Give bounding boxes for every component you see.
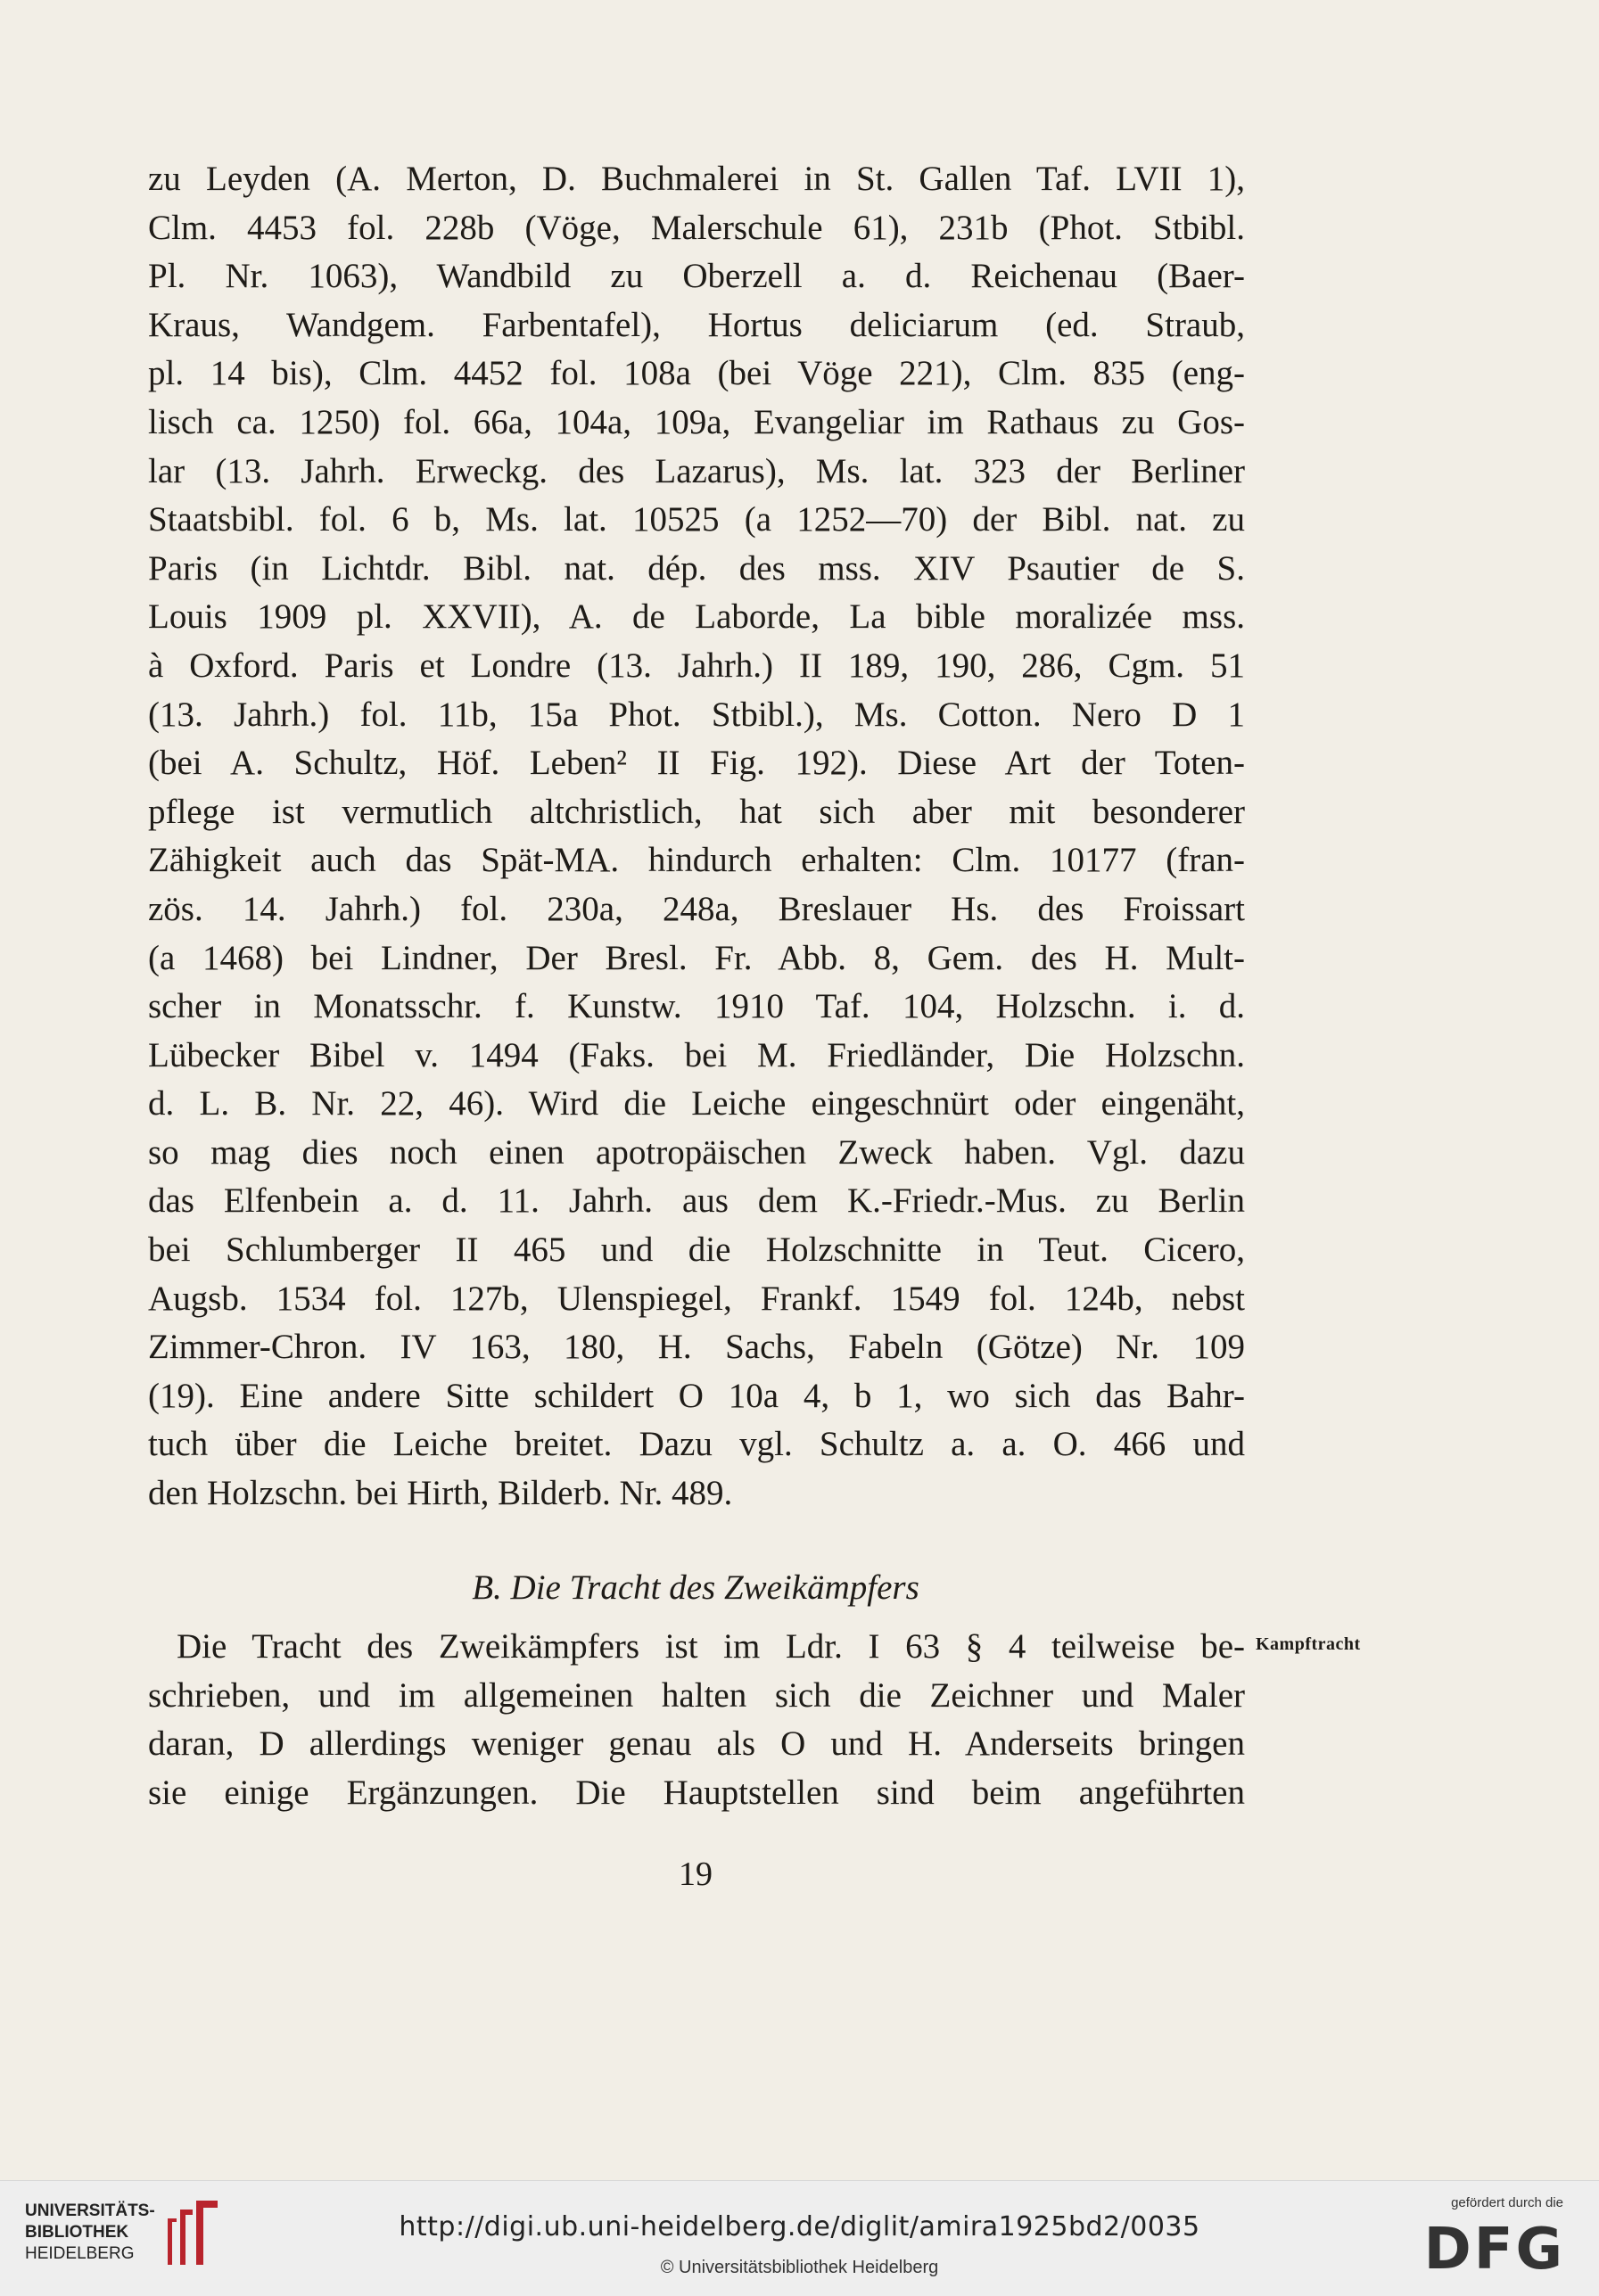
text-line: den Holzschn. bei Hirth, Bilderb. Nr. 489. — [148, 1474, 733, 1513]
text-line: zös. 14. Jahrh.) fol. 230a, 248a, Breslauer Hs. des Froissart — [148, 889, 1245, 928]
text-line: Zimmer-Chron. IV 163, 180, H. Sachs, Fabeln (Götze) Nr. 109 — [148, 1328, 1245, 1367]
text-line: schrieben, und im allgemeinen halten sich die Zeichner und Maler — [148, 1675, 1245, 1715]
text-line: Zähigkeit auch das Spät-MA. hindurch erhalten: Clm. 10177 (fran- — [148, 841, 1245, 880]
text-line: pl. 14 bis), Clm. 4452 fol. 108a (bei Vöge 221), Clm. 835 (eng- — [148, 354, 1245, 393]
text-line: lar (13. Jahrh. Erweckg. des Lazarus), Ms. lat. 323 der Berliner — [148, 451, 1245, 490]
library-name-line: HEIDELBERG — [25, 2244, 135, 2263]
library-name-line: UNIVERSITÄTS- — [25, 2201, 155, 2220]
text-line: Augsb. 1534 fol. 127b, Ulenspiegel, Frankf. 1549 fol. 124b, nebst — [148, 1279, 1245, 1318]
text-line: lisch ca. 1250) fol. 66a, 104a, 109a, Evangeliar im Rathaus zu Gos- — [148, 402, 1245, 441]
page-number: 19 — [679, 1856, 713, 1893]
text-line: das Elfenbein a. d. 11. Jahrh. aus dem K.-Friedr.-Mus. zu Berlin — [148, 1181, 1245, 1221]
text-line: tuch über die Leiche breitet. Dazu vgl. Schultz a. a. O. 466 und — [148, 1425, 1245, 1464]
section-heading: B. Die Tracht des Zweikämpfers — [472, 1568, 919, 1607]
text-line: Staatsbibl. fol. 6 b, Ms. lat. 10525 (a 1252—70) der Bibl. nat. zu — [148, 500, 1245, 539]
text-line: (19). Eine andere Sitte schildert O 10a 4, b 1, wo sich das Bahr- — [148, 1376, 1245, 1415]
funding-note: gefördert durch die — [1451, 2195, 1563, 2210]
text-line: Die Tracht des Zweikämpfers ist im Ldr. I 63 § 4 teilweise be- — [177, 1627, 1245, 1666]
text-line: pflege ist vermutlich altchristlich, hat sich aber mit besonderer — [148, 792, 1245, 831]
text-line: Lübecker Bibel v. 1494 (Faks. bei M. Friedländer, Die Holzschn. — [148, 1035, 1245, 1074]
permalink-url[interactable]: http://digi.ub.uni-heidelberg.de/diglit/amira1925bd2/0035 — [399, 2211, 1200, 2243]
margin-note: Kampftracht — [1256, 1634, 1361, 1654]
text-line: Clm. 4453 fol. 228b (Vöge, Malerschule 61), 231b (Phot. Stbibl. — [148, 208, 1245, 247]
copyright-notice: © Universitätsbibliothek Heidelberg — [660, 2258, 939, 2277]
text-line: (a 1468) bei Lindner, Der Bresl. Fr. Abb. 8, Gem. des H. Mult- — [148, 938, 1245, 977]
text-line: Kraus, Wandgem. Farbentafel), Hortus deliciarum (ed. Straub, — [148, 305, 1245, 344]
viewer-footer — [0, 2180, 1599, 2296]
dfg-logo[interactable]: DFG — [1423, 2217, 1565, 2283]
text-line: bei Schlumberger II 465 und die Holzschnitte in Teut. Cicero, — [148, 1230, 1245, 1270]
section-text — [148, 1623, 1245, 1817]
text-line: Paris (in Lichtdr. Bibl. nat. dép. des mss. XIV Psautier de S. — [148, 548, 1245, 588]
text-line: daran, D allerdings weniger genau als O und H. Anderseits bringen — [148, 1724, 1245, 1764]
text-line: (13. Jahrh.) fol. 11b, 15a Phot. Stbibl.), Ms. Cotton. Nero D 1 — [148, 695, 1245, 734]
text-line: Louis 1909 pl. XXVII), A. de Laborde, La bible moralizée mss. — [148, 597, 1245, 637]
text-line: so mag dies noch einen apotropäischen Zweck haben. Vgl. dazu — [148, 1132, 1245, 1172]
body-text — [148, 155, 1245, 1518]
text-line: zu Leyden (A. Merton, D. Buchmalerei in St. Gallen Taf. LVII 1), — [148, 160, 1245, 198]
text-line: à Oxford. Paris et Londre (13. Jahrh.) II 189, 190, 286, Cgm. 51 — [148, 646, 1245, 685]
text-line: (bei A. Schultz, Höf. Leben² II Fig. 192). Diese Art der Toten- — [148, 744, 1245, 783]
text-line: Pl. Nr. 1063), Wandbild zu Oberzell a. d. Reichenau (Baer- — [148, 257, 1245, 296]
library-name-line: BIBLIOTHEK — [25, 2223, 129, 2242]
text-line: d. L. B. Nr. 22, 46). Wird die Leiche eingeschnürt oder eingenäht, — [148, 1084, 1245, 1123]
text-line: sie einige Ergänzungen. Die Hauptstellen sind beim angeführten — [148, 1773, 1245, 1812]
text-line: scher in Monatsschr. f. Kunstw. 1910 Taf. 104, Holzschn. i. d. — [148, 987, 1245, 1026]
